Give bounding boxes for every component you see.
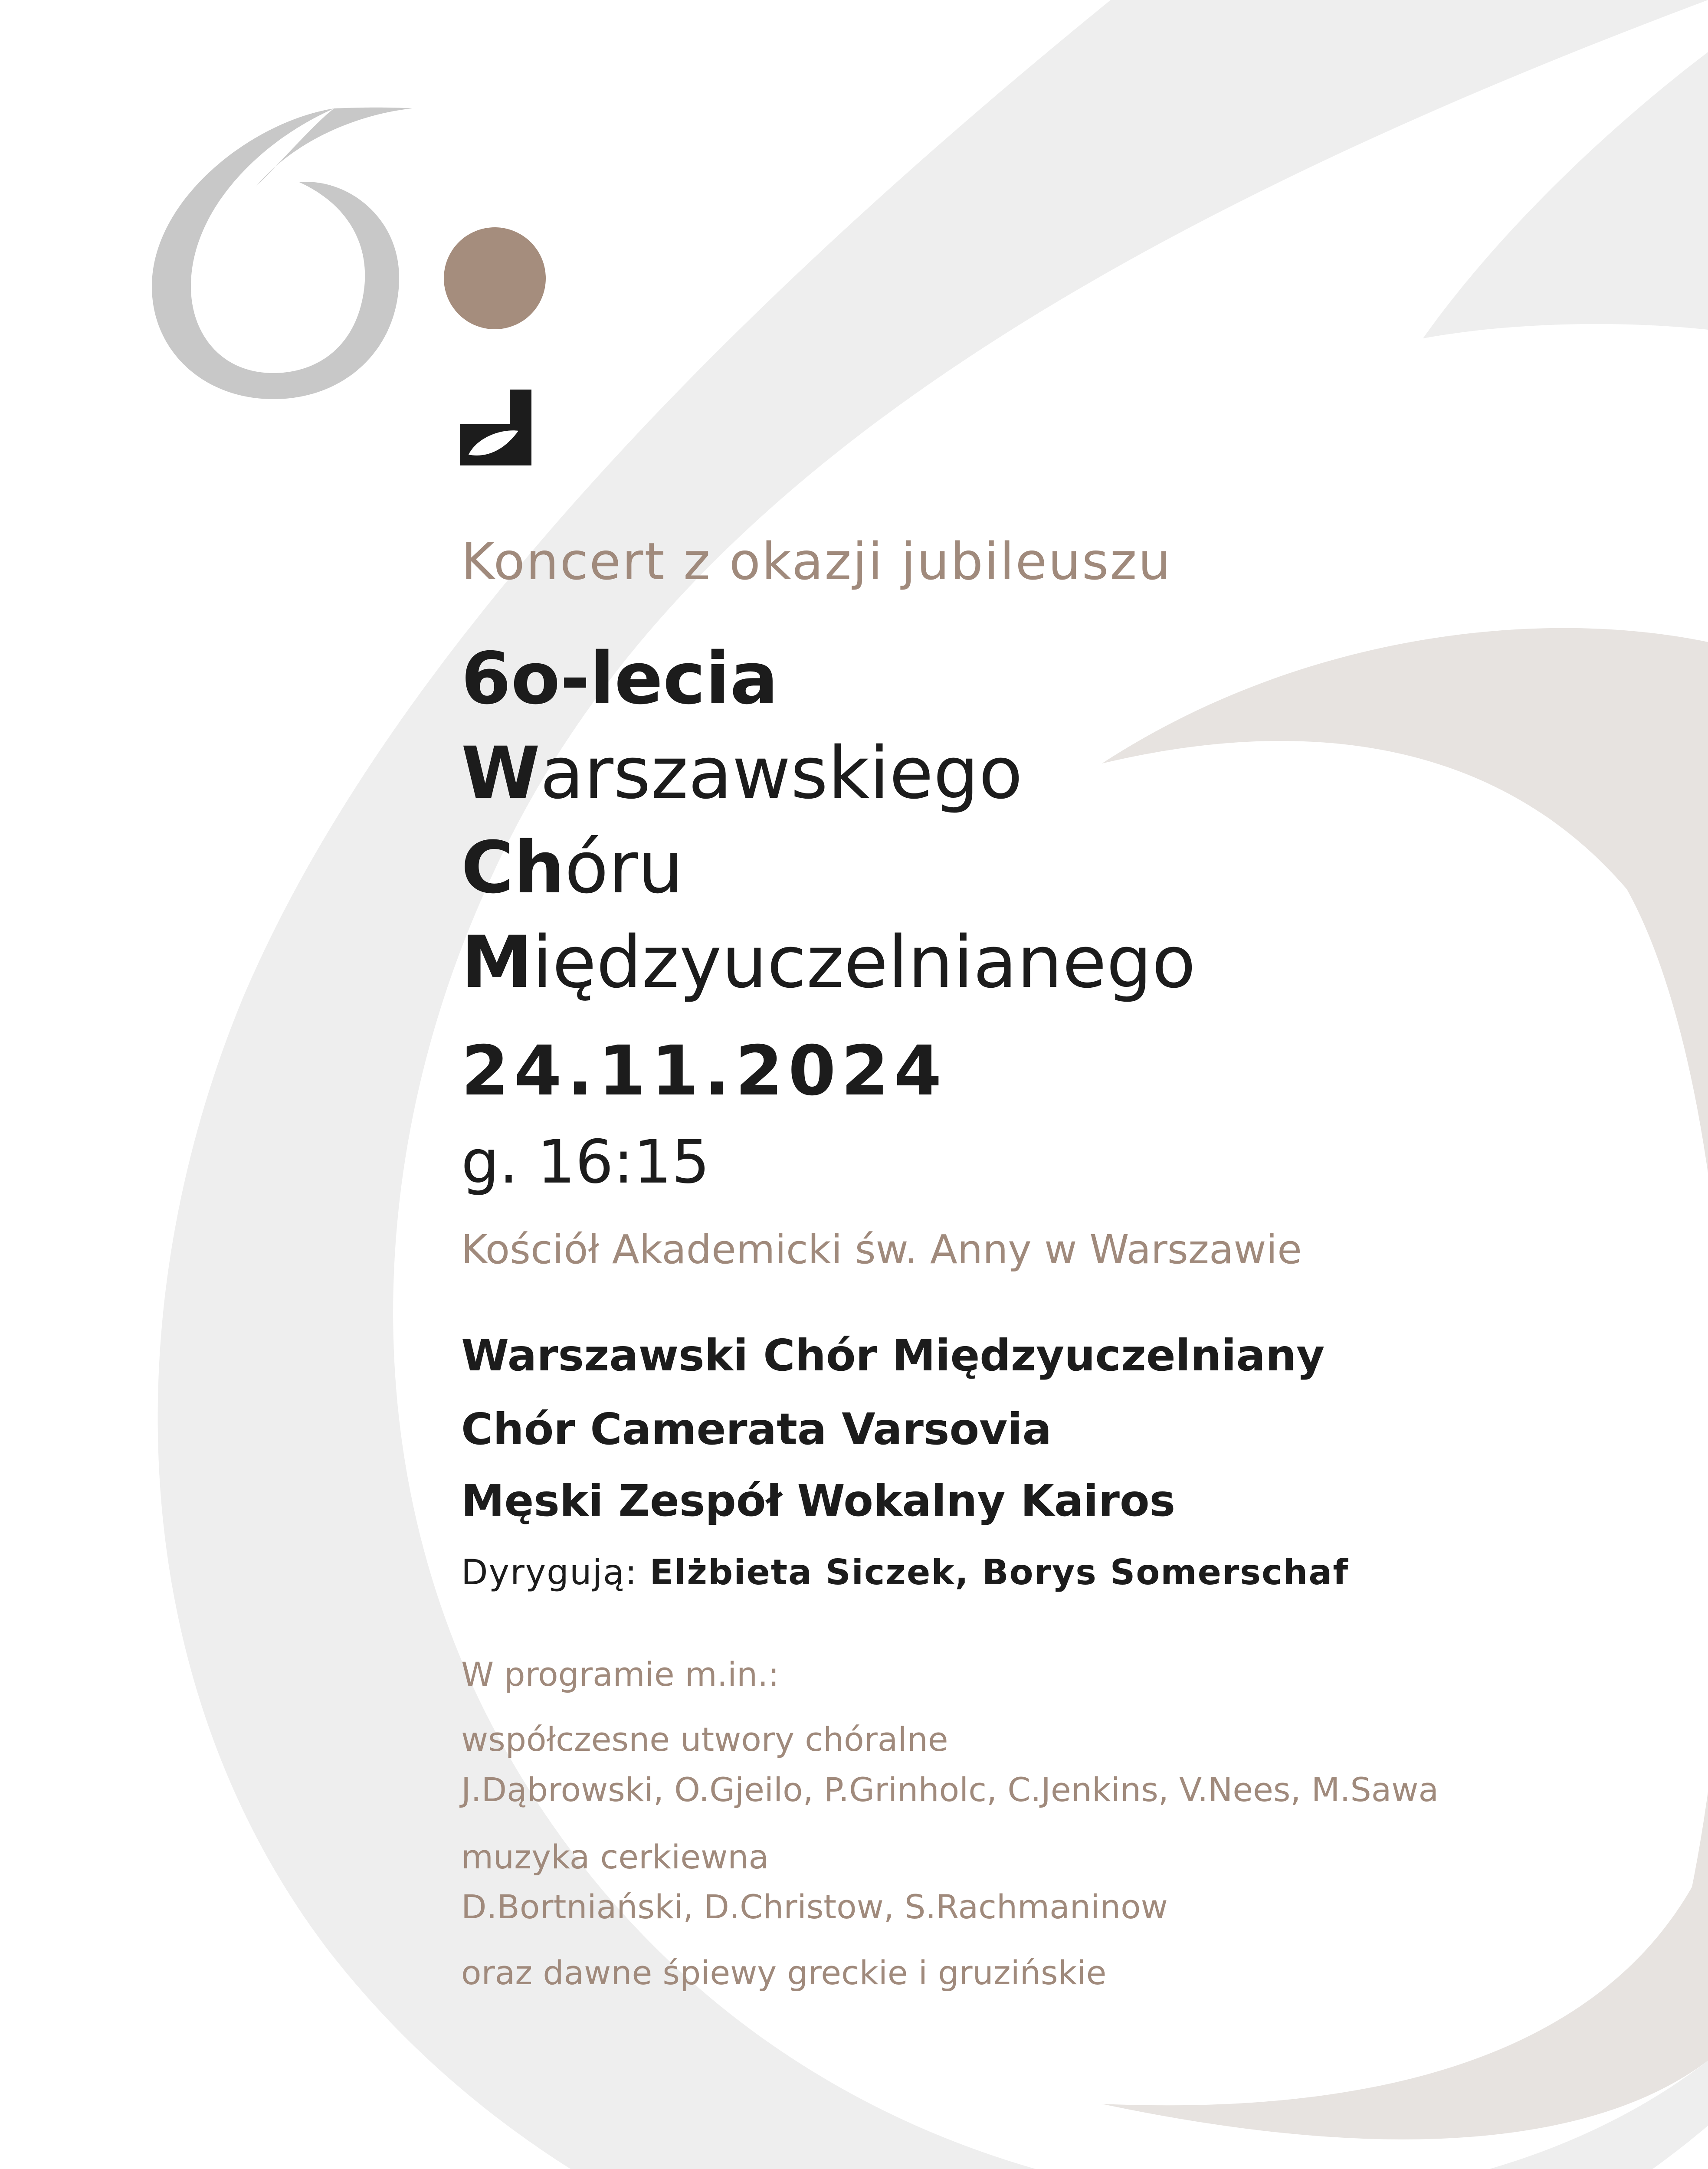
title-line-1: 6o-lecia xyxy=(461,637,778,720)
concert-date: 24.11.2024 xyxy=(461,1031,947,1111)
ensemble-1: Warszawski Chór Międzyuczelniany xyxy=(461,1330,1325,1381)
title-line-2: Warszawskiego xyxy=(461,731,1023,815)
program-heading: W programie m.in.: xyxy=(461,1655,779,1694)
title-line-4: Międzyuczelnianego xyxy=(461,921,1196,1004)
program-item-title: muzyka cerkiewna xyxy=(461,1838,769,1876)
ensemble-2: Chór Camerata Varsovia xyxy=(461,1404,1052,1455)
concert-subtitle: Koncert z okazji jubileuszu xyxy=(461,531,1172,591)
program-item-composers: J.Dąbrowski, O.Gjeilo, P.Grinholc, C.Jenkins, V.Nees, M.Sawa xyxy=(461,1770,1439,1809)
title-line-3: Chóru xyxy=(461,826,683,909)
program-item-composers: D.Bortniański, D.Christow, S.Rachmaninow xyxy=(461,1887,1168,1926)
concert-venue: Kościół Akademicki św. Anny w Warszawie xyxy=(461,1226,1302,1273)
conductors xyxy=(461,1552,1349,1592)
choir-logo-mark xyxy=(460,390,531,465)
program-item-title: współczesne utwory chóralne xyxy=(461,1720,948,1759)
concert-time: g. 16:15 xyxy=(461,1127,710,1197)
concert-title xyxy=(461,631,1196,1009)
ensemble-3: Męski Zespół Wokalny Kairos xyxy=(461,1475,1176,1526)
program-item-title: oraz dawne śpiewy greckie i gruzińskie xyxy=(461,1953,1107,1992)
conductors-names: Elżbieta Siczek, Borys Somerschaf xyxy=(649,1552,1349,1592)
brown-dot xyxy=(444,227,546,329)
jubilee-six-logo xyxy=(143,104,412,408)
conductors-label: Dyrygują: xyxy=(461,1552,638,1592)
